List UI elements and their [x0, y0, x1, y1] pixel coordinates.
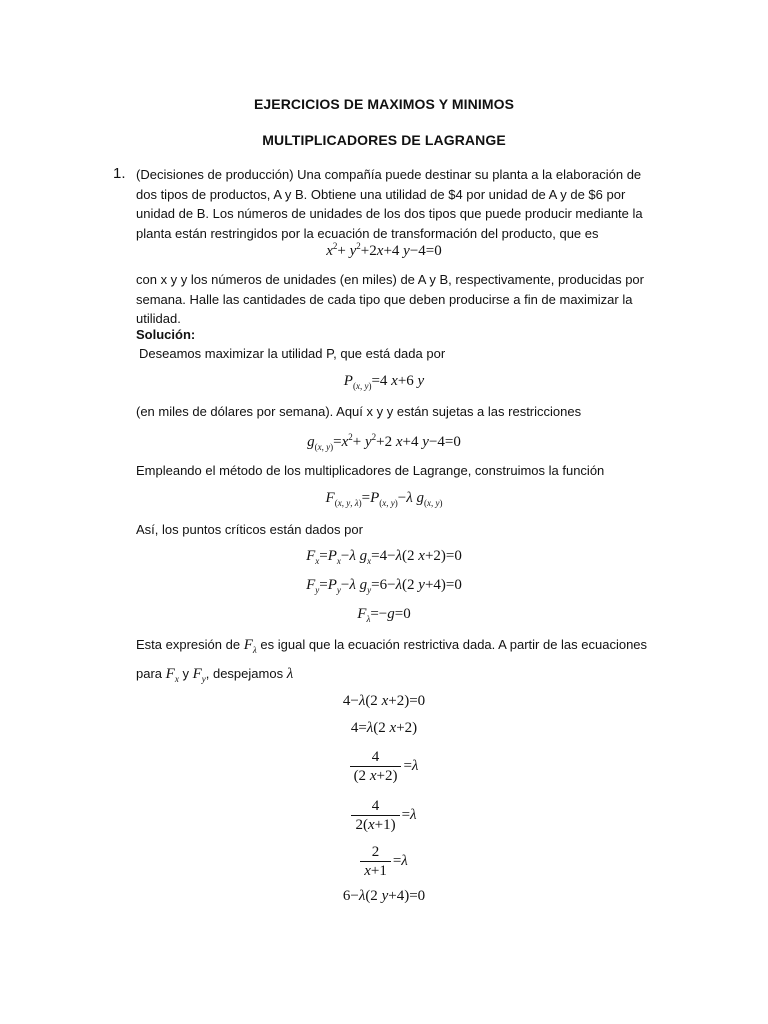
expression-text-a: Esta expresión de [136, 637, 241, 652]
equation-constraint-g: $g_{(x, y)}=x^2+ y^2+2$ x+4 y−4=0 [307, 432, 461, 452]
para-text-a: para [136, 666, 163, 681]
equation-fx: $F_x=P_x-\lambda$ $g_x=4-\lambda(2$ x+2)=0 [306, 548, 462, 566]
equation-utility: $P_{(x, y)}=4$ x+6 y [343, 373, 425, 391]
equation-flambda: $F_\lambda=-g=0$ [357, 606, 411, 624]
constraint-paragraph: con x y y los números de unidades (en miles) de A y B, respectivamente, producidas por semana. Halle las cantidades de cada tipo que deben producirse a fin de maximizar la utilidad. [136, 272, 644, 326]
solve-lambda-paragraph: para $F_x$ y $F_y$, despejamos λ [136, 666, 294, 684]
equation-step-5: $\frac{2}{x+1}$ =λ [0, 843, 768, 880]
solution-label: Solución: [136, 327, 196, 342]
problem-number: 1. [113, 165, 126, 182]
para-text-b: y [182, 666, 189, 681]
equation-step-2: 4=λ(2 x+2) [350, 720, 418, 736]
equation-fy: $F_y=P_y-\lambda$ $g_y=6-\lambda(2$ y+4)=0 [306, 577, 462, 595]
method-paragraph: Empleando el método de los multiplicadores de Lagrange, construimos la función [136, 463, 605, 478]
expression-paragraph: Esta expresión de $F_\lambda$ es igual que la ecuación restrictiva dada. A partir de las ecuaciones [136, 637, 648, 655]
equation-step-6: 6−λ(2 y+4)=0 [342, 888, 426, 904]
units-paragraph: (en miles de dólares por semana). Aquí x y y están sujetas a las restricciones [136, 404, 582, 419]
problem-statement: (Decisiones de producción) Una compañía puede destinar su planta a la elaboración de dos tipos de productos, A y B. Obtiene una utilidad de $4 por unidad de A y de $6 por unidad de B. Los números de unidades de los dos tipos que puede producir mediante la planta están restringidos por la ecuación de transformación del producto, que es [136, 167, 643, 241]
equation-step-3: $\frac{4}{(2 x+2)}$ =λ [0, 748, 768, 785]
equation-lagrangian: $F_{(x, y, \lambda)}=P_{(x, y)}-\lambda$ $g_{(x, y)}$ [325, 490, 443, 508]
page-title: EJERCICIOS DE MAXIMOS Y MINIMOS [253, 96, 515, 112]
expression-text-b: es igual que la ecuación restrictiva dada. A partir de las ecuaciones [260, 637, 648, 652]
page-subtitle: MULTIPLICADORES DE LAGRANGE [262, 132, 506, 148]
equation-step-1: 4−λ(2 x+2)=0 [342, 693, 426, 709]
solution-intro: Deseamos maximizar la utilidad P, que está dada por [139, 346, 446, 361]
para-text-c: , despejamos [205, 666, 284, 681]
equation-step-4: $\frac{4}{2(x+1)}$ =λ [0, 797, 768, 834]
equation-transformation: $x^2+ y^2+2x+4$ y−4=0 [326, 241, 442, 259]
critical-points-paragraph: Así, los puntos críticos están dados por [136, 522, 363, 537]
